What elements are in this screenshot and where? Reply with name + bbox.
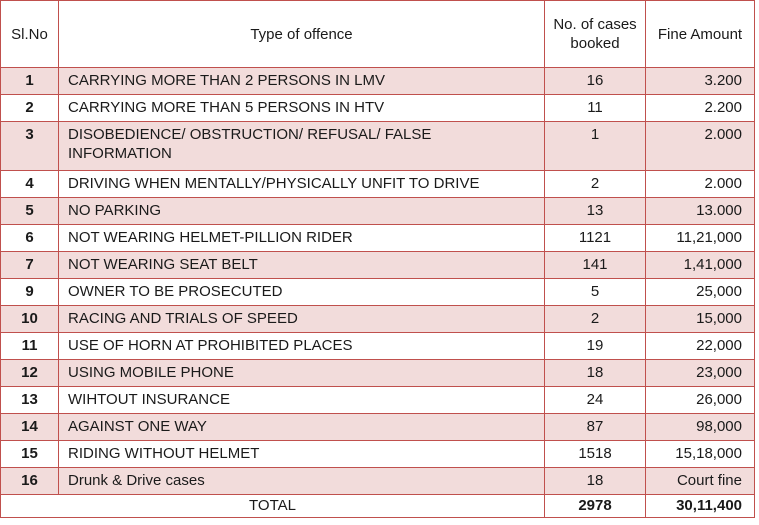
cell-cases: 24	[545, 387, 646, 414]
table-row	[1, 279, 755, 306]
header-type-of-offence: Type of offence	[59, 1, 545, 68]
cell-amount: Court fine	[646, 468, 755, 495]
cell-amount: 98,000	[646, 414, 755, 441]
table-row	[1, 225, 755, 252]
cell-sl-no: 15	[1, 441, 59, 468]
table-row	[1, 306, 755, 333]
total-label: TOTAL	[1, 495, 545, 518]
cell-offence: RIDING WITHOUT HELMET	[59, 441, 545, 468]
header-cases-booked: No. of cases booked	[545, 1, 646, 68]
cell-offence: NOT WEARING HELMET-PILLION RIDER	[59, 225, 545, 252]
cell-offence: RACING AND TRIALS OF SPEED	[59, 306, 545, 333]
header-sl-no: Sl.No	[1, 1, 59, 68]
cell-sl-no: 1	[1, 68, 59, 95]
header-fine-amount: Fine Amount	[646, 1, 755, 68]
table-row	[1, 68, 755, 95]
cell-offence: NO PARKING	[59, 198, 545, 225]
cell-cases: 1121	[545, 225, 646, 252]
cell-offence: USE OF HORN AT PROHIBITED PLACES	[59, 333, 545, 360]
table-row	[1, 333, 755, 360]
cell-amount: 1,41,000	[646, 252, 755, 279]
cell-sl-no: 9	[1, 279, 59, 306]
cell-offence: DISOBEDIENCE/ OBSTRUCTION/ REFUSAL/ FALSE INFORMATION	[59, 122, 545, 171]
cell-amount: 13.000	[646, 198, 755, 225]
cell-cases: 2	[545, 171, 646, 198]
cell-offence: Drunk & Drive cases	[59, 468, 545, 495]
header-row	[1, 1, 755, 68]
cell-offence: DRIVING WHEN MENTALLY/PHYSICALLY UNFIT TO DRIVE	[59, 171, 545, 198]
cell-amount: 11,21,000	[646, 225, 755, 252]
cell-sl-no: 4	[1, 171, 59, 198]
cell-sl-no: 6	[1, 225, 59, 252]
total-amount: 30,11,400	[646, 495, 755, 518]
table-row	[1, 95, 755, 122]
cell-amount: 25,000	[646, 279, 755, 306]
table-body	[1, 68, 755, 518]
cell-amount: 15,000	[646, 306, 755, 333]
table-row	[1, 122, 755, 171]
cell-amount: 2.000	[646, 171, 755, 198]
cell-sl-no: 14	[1, 414, 59, 441]
cell-sl-no: 7	[1, 252, 59, 279]
cell-amount: 23,000	[646, 360, 755, 387]
cell-cases: 16	[545, 68, 646, 95]
cell-amount: 26,000	[646, 387, 755, 414]
cell-offence: AGAINST ONE WAY	[59, 414, 545, 441]
cell-cases: 1518	[545, 441, 646, 468]
cell-offence: NOT WEARING SEAT BELT	[59, 252, 545, 279]
cell-amount: 3.200	[646, 68, 755, 95]
cell-amount: 2.000	[646, 122, 755, 171]
cell-sl-no: 10	[1, 306, 59, 333]
cell-cases: 1	[545, 122, 646, 171]
table-row	[1, 387, 755, 414]
cell-sl-no: 11	[1, 333, 59, 360]
table-row	[1, 468, 755, 495]
cell-sl-no: 5	[1, 198, 59, 225]
cell-offence: WIHTOUT INSURANCE	[59, 387, 545, 414]
cell-offence: OWNER TO BE PROSECUTED	[59, 279, 545, 306]
cell-sl-no: 2	[1, 95, 59, 122]
total-cases: 2978	[545, 495, 646, 518]
total-row	[1, 495, 755, 518]
table-row	[1, 171, 755, 198]
table-row	[1, 414, 755, 441]
table-row	[1, 360, 755, 387]
cell-offence: USING MOBILE PHONE	[59, 360, 545, 387]
cell-cases: 18	[545, 468, 646, 495]
cell-sl-no: 16	[1, 468, 59, 495]
table-row	[1, 198, 755, 225]
cell-cases: 11	[545, 95, 646, 122]
cell-cases: 2	[545, 306, 646, 333]
cell-sl-no: 3	[1, 122, 59, 171]
cell-amount: 15,18,000	[646, 441, 755, 468]
cell-offence: CARRYING MORE THAN 5 PERSONS IN HTV	[59, 95, 545, 122]
cell-offence: CARRYING MORE THAN 2 PERSONS IN LMV	[59, 68, 545, 95]
cell-amount: 22,000	[646, 333, 755, 360]
cell-cases: 87	[545, 414, 646, 441]
table-row	[1, 252, 755, 279]
cell-sl-no: 12	[1, 360, 59, 387]
cell-cases: 141	[545, 252, 646, 279]
table-row	[1, 441, 755, 468]
cell-cases: 19	[545, 333, 646, 360]
cell-sl-no: 13	[1, 387, 59, 414]
cell-cases: 13	[545, 198, 646, 225]
cell-cases: 18	[545, 360, 646, 387]
cell-cases: 5	[545, 279, 646, 306]
cell-amount: 2.200	[646, 95, 755, 122]
